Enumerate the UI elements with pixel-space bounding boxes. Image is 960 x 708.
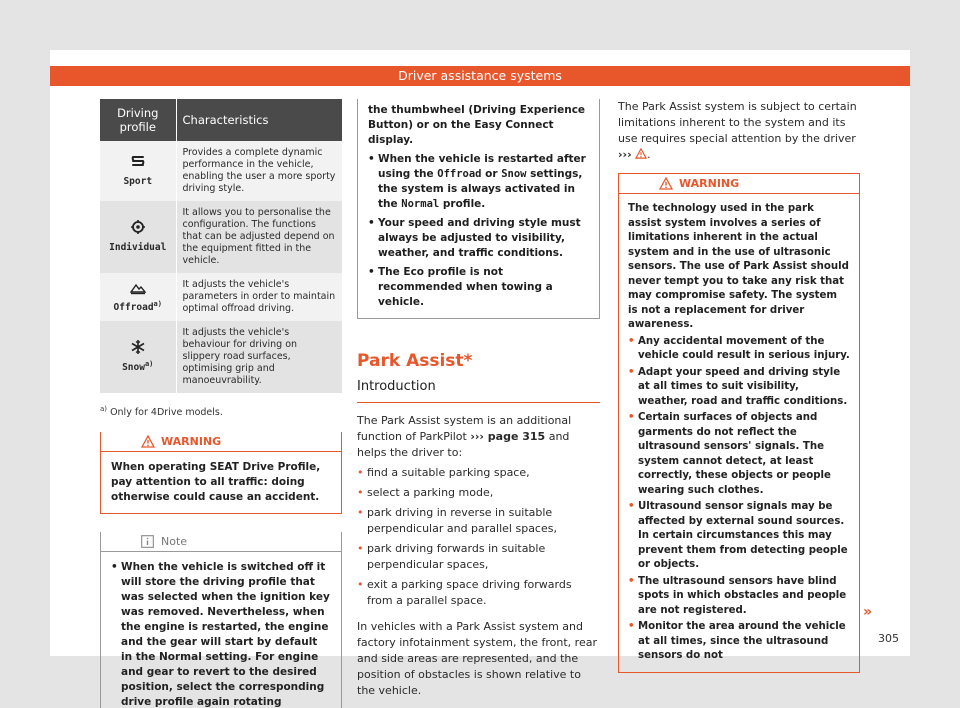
warning-text: The technology used in the park assist system involves a series of limitations inherent in the actual system and in the use of ultrasonic sensors. The use of Park Assist should never tempt you to take any risk that may compromise safety. The system is not a replacement for driver awareness. — [628, 203, 849, 330]
driving-profile-table — [100, 99, 342, 393]
intro-bullet-list — [357, 465, 600, 609]
profile-name: Individual — [109, 242, 167, 254]
section-subtitle: Introduction — [357, 379, 600, 403]
warning-box-drive-profile — [100, 432, 342, 514]
individual-icon — [130, 219, 146, 235]
list-item: • find a suitable parking space, — [357, 465, 600, 481]
warning-text: When operating SEAT Drive Profile, pay attention to all traffic: doing otherwise could cause an accident. — [111, 461, 321, 504]
intro-paragraph: The Park Assist system is an additional function of ParkPilot ››› page 315 and helps the driver to: — [357, 414, 572, 459]
column-left — [100, 99, 342, 708]
warning-bullet: • Certain surfaces of objects and garments do not reflect the ultrasound sensors' signals. The system cannot detect, at least correctly, these objects or people wearing such clothes. — [628, 411, 850, 498]
snow-icon — [130, 339, 146, 355]
profile-name: Sport — [123, 176, 153, 188]
note-bullet: • Your speed and driving style must always be adjusted to visibility, weather, and traffic conditions. — [368, 216, 589, 261]
list-item: • exit a parking space driving forwards from a parallel space. — [357, 577, 600, 609]
table-row: Snow$^{a)}$ It adjusts the vehicle's behaviour for driving on slippery road surfaces, optimising grip and manoeuvrability. — [100, 321, 342, 393]
warning-icon — [635, 148, 647, 159]
paragraph: The Park Assist system is subject to certain limitations inherent to the system and its use requires special attention by the driver ››› . — [618, 100, 857, 161]
note-bullet: • When the vehicle is switched off it will store the driving profile that was selected when the ignition key was removed. Nevertheless, when the engine is restarted, the engine and the gear will start by default in the Normal setting. For engine and gear to revert to the desired position, select the corresponding drive profile again rotating — [111, 560, 331, 708]
warning-bullet: • Ultrasound sensor signals may be affected by external sound sources. In certain circumstances this may prevent them from detecting people or objects. — [628, 500, 850, 573]
table-header-profile: Driving profile — [100, 99, 176, 141]
note-bullet: • When the vehicle is restarted after using the Offroad or Snow settings, the system is always activated in the Normal profile. — [368, 152, 589, 212]
offroad-icon — [130, 279, 146, 295]
page-header: Driver assistance systems — [50, 66, 910, 86]
warning-title: WARNING — [679, 177, 740, 190]
list-item: • park driving forwards in suitable perpendicular spaces, — [357, 541, 600, 573]
profile-description: It adjusts the vehicle's behaviour for driving on slippery road surfaces, optimising grip and manoeuvrability. — [176, 321, 342, 393]
column-right — [618, 99, 860, 673]
warning-title: WARNING — [161, 435, 222, 449]
profile-description: It allows you to personalise the configuration. The functions that can be adjusted depend on the equipment fitted in the vehicle. — [176, 201, 342, 273]
profile-description: Provides a complete dynamic performance in the vehicle, enabling the user a more sporty driving style. — [176, 141, 342, 201]
note-box-continued — [357, 99, 600, 319]
profile-name: Offroad — [113, 302, 154, 314]
info-icon — [141, 535, 154, 548]
warning-bullet: • The ultrasound sensors have blind spots in which obstacles and people are not registered. — [628, 575, 850, 619]
note-title: Note — [161, 535, 188, 549]
note-box — [100, 532, 342, 708]
profile-description: It adjusts the vehicle's parameters in order to maintain optimal offroad driving. — [176, 273, 342, 321]
warning-box-park-assist — [618, 173, 860, 673]
page-reference-link[interactable]: ››› page 315 — [470, 430, 546, 443]
profile-name: Snow — [122, 362, 145, 374]
warning-bullet: • Adapt your speed and driving style at all times to suit visibility, weather, road and traffic conditions. — [628, 366, 850, 410]
table-row: Offroad$^{a)}$ It adjusts the vehicle's parameters in order to maintain optimal offroad driving. — [100, 273, 342, 321]
page-number: 305 — [878, 632, 899, 645]
paragraph: In vehicles with a Park Assist system and factory infotainment system, the front, rear and side areas are represented, and the position of obstacles is shown relative to the vehicle. — [357, 620, 597, 697]
list-item: • park driving in reverse in suitable perpendicular and parallel spaces, — [357, 505, 600, 537]
warning-bullet: • Any accidental movement of the vehicle could result in serious injury. — [628, 335, 850, 364]
table-row — [100, 141, 342, 201]
table-row — [100, 201, 342, 273]
note-bullet: • The Eco profile is not recommended when towing a vehicle. — [368, 265, 589, 310]
section-title: Park Assist* — [357, 351, 473, 371]
warning-icon — [141, 435, 155, 448]
warning-icon — [659, 177, 673, 190]
column-middle — [357, 99, 600, 699]
table-header-characteristics: Characteristics — [176, 99, 342, 141]
note-continued-text: the thumbwheel (Driving Experience Button) or on the Easy Connect display. — [368, 104, 586, 146]
warning-reference-link[interactable]: ››› — [618, 148, 632, 161]
table-footnote: $^{a)}$ Only for 4Drive models. — [100, 405, 223, 419]
warning-bullet: • Monitor the area around the vehicle at all times, since the ultrasound sensors do not — [628, 620, 850, 664]
list-item: • select a parking mode, — [357, 485, 600, 501]
continue-mark: » — [863, 604, 873, 620]
sport-icon — [130, 153, 146, 169]
